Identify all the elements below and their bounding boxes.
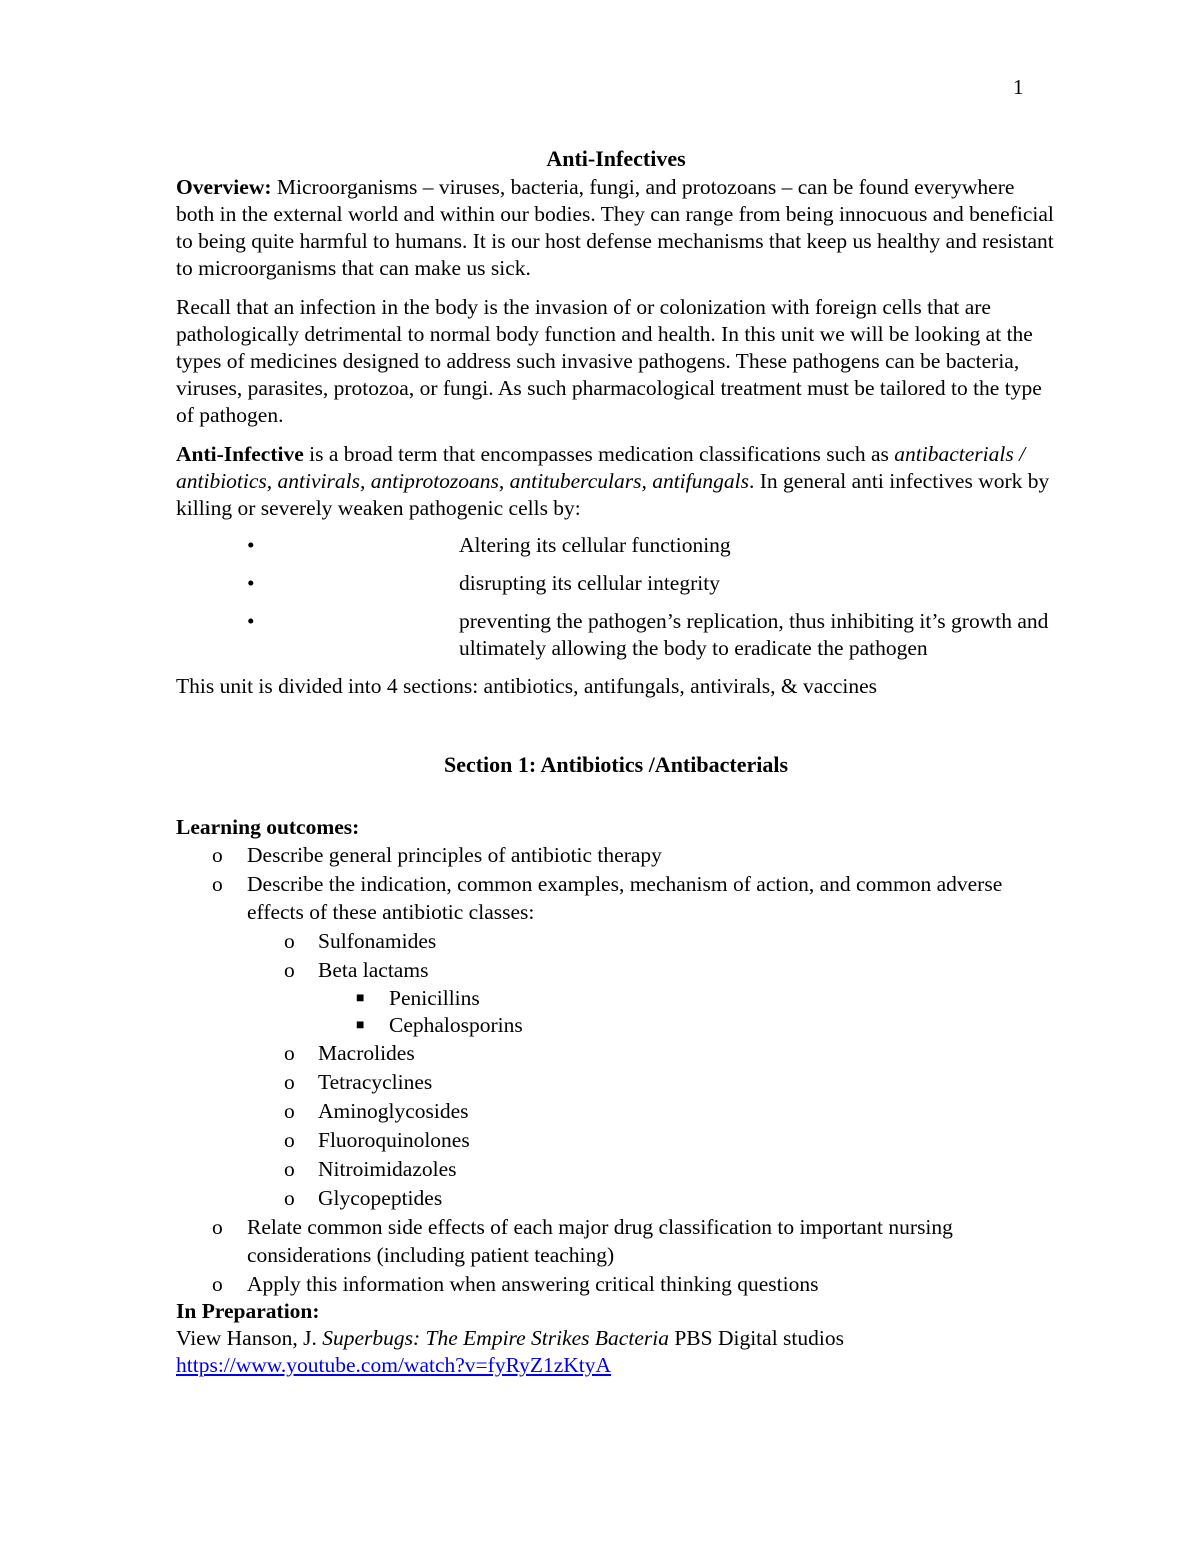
mechanism-list bbox=[176, 532, 1056, 662]
overview-label: Overview: bbox=[176, 175, 272, 199]
list-item-text: Describe the indication, common examples, mechanism of action, and common adverse effects of these antibiotic classes: bbox=[247, 871, 1003, 924]
anti-infective-text-end: . In general anti infectives work by killing or severely weaken pathogenic cells by: bbox=[176, 469, 1050, 520]
preparation-link-line bbox=[176, 1352, 1056, 1379]
list-item bbox=[247, 570, 1056, 597]
list-item-text: Describe general principles of antibiotic therapy bbox=[247, 843, 662, 867]
circle-bullet-icon: o bbox=[212, 1271, 223, 1296]
anti-infective-text: is a broad term that encompasses medication classifications such as bbox=[303, 442, 895, 466]
list-item bbox=[176, 1213, 1056, 1270]
circle-bullet-icon: o bbox=[284, 928, 295, 953]
list-item-text: disrupting its cellular integrity bbox=[459, 571, 720, 595]
learning-outcomes-heading: Learning outcomes: bbox=[176, 815, 360, 839]
list-item bbox=[176, 1270, 1056, 1299]
list-item-text: Fluoroquinolones bbox=[318, 1127, 470, 1152]
circle-bullet-icon: o bbox=[212, 871, 223, 896]
circle-bullet-icon: o bbox=[284, 1098, 295, 1123]
overview-text: Microorganisms – viruses, bacteria, fungi, and protozoans – can be found everywhere both in the external world and within our bodies. They can range from being innocuous and beneficial to being quite harmful to humans. It is our host defense mechanisms that keep us healthy and resistant to microorganisms that can make us sick. bbox=[176, 175, 1054, 280]
page-number: 1 bbox=[1013, 75, 1024, 99]
list-item bbox=[247, 1097, 1056, 1126]
list-item bbox=[247, 1068, 1056, 1097]
unit-sections-text: This unit is divided into 4 sections: antibiotics, antifungals, antivirals, & vaccines bbox=[176, 674, 878, 698]
circle-bullet-icon: o bbox=[212, 843, 223, 867]
list-item bbox=[247, 608, 1056, 662]
learning-outcomes-list bbox=[176, 841, 1056, 1298]
list-item-text: Apply this information when answering critical thinking questions bbox=[247, 1271, 819, 1296]
bullet-icon: • bbox=[247, 533, 255, 557]
list-item-text: Glycopeptides bbox=[318, 1185, 443, 1210]
list-item-text: Sulfonamides bbox=[318, 928, 437, 953]
list-item bbox=[247, 532, 1056, 559]
document-body bbox=[176, 144, 1056, 1379]
circle-bullet-icon: o bbox=[284, 1185, 295, 1210]
circle-bullet-icon: o bbox=[284, 1156, 295, 1181]
video-title: Superbugs: The Empire Strikes Bacteria bbox=[322, 1326, 669, 1350]
preparation-suffix: PBS Digital studios bbox=[668, 1326, 844, 1350]
preparation-prefix: View Hanson, J. bbox=[176, 1326, 323, 1350]
list-item-text: Cephalosporins bbox=[389, 1012, 523, 1037]
list-item-text: Altering its cellular functioning bbox=[459, 533, 731, 557]
list-item-text: Relate common side effects of each major drug classification to important nursing considerations (including patient teaching) bbox=[247, 1214, 953, 1267]
list-item bbox=[247, 1039, 1056, 1068]
list-item bbox=[318, 985, 1056, 1012]
list-item bbox=[247, 1184, 1056, 1213]
anti-infective-classes: antibacterials / antibiotics, antivirals, antiprotozoans, antituberculars, antifungals bbox=[176, 442, 1026, 493]
document-title: Anti-Infectives bbox=[546, 146, 686, 171]
list-item-text: Aminoglycosides bbox=[318, 1098, 469, 1123]
overview-paragraph bbox=[176, 174, 1056, 282]
circle-bullet-icon: o bbox=[212, 1214, 223, 1239]
circle-bullet-icon: o bbox=[284, 1069, 295, 1094]
circle-bullet-icon: o bbox=[284, 1127, 295, 1152]
list-item bbox=[247, 956, 1056, 1039]
list-item-text: Penicillins bbox=[389, 985, 480, 1010]
beta-lactam-list bbox=[318, 985, 1056, 1039]
list-item bbox=[247, 1126, 1056, 1155]
list-item-text: Macrolides bbox=[318, 1040, 415, 1065]
circle-bullet-icon: o bbox=[284, 957, 295, 982]
bullet-icon: • bbox=[247, 571, 255, 595]
circle-bullet-icon: o bbox=[284, 1040, 295, 1065]
anti-infective-term: Anti-Infective bbox=[176, 442, 304, 466]
list-item-text: Nitroimidazoles bbox=[318, 1156, 457, 1181]
preparation-section bbox=[176, 1298, 1056, 1379]
antibiotic-classes-list bbox=[247, 927, 1056, 1213]
recall-paragraph: Recall that an infection in the body is the invasion of or colonization with foreign cells that are pathologically detrimental to normal body function and health. In this unit we will be looking at the types of medicines designed to address such invasive pathogens. These pathogens can be bacteria, viruses, parasites, protozoa, or fungi. As such pharmacological treatment must be tailored to the type of pathogen. bbox=[176, 295, 1042, 427]
video-link[interactable]: https://www.youtube.com/watch?v=fyRyZ1zKtyA bbox=[176, 1353, 612, 1377]
list-item-text: Tetracyclines bbox=[318, 1069, 433, 1094]
list-item bbox=[176, 870, 1056, 1213]
list-item-text: Beta lactams bbox=[318, 957, 429, 982]
anti-infective-paragraph bbox=[176, 441, 1056, 522]
square-bullet-icon: ■ bbox=[356, 1017, 365, 1033]
square-bullet-icon: ■ bbox=[356, 990, 365, 1006]
preparation-heading: In Preparation: bbox=[176, 1299, 320, 1323]
list-item bbox=[247, 1155, 1056, 1184]
list-item bbox=[176, 841, 1056, 870]
list-item-text: preventing the pathogen’s replication, thus inhibiting it’s growth and ultimately allowing the body to eradicate the pathogen bbox=[459, 609, 1049, 660]
list-item bbox=[247, 927, 1056, 956]
list-item bbox=[318, 1012, 1056, 1039]
section-title: Section 1: Antibiotics /Antibacterials bbox=[443, 752, 789, 777]
preparation-text bbox=[176, 1325, 1056, 1352]
bullet-icon: • bbox=[247, 609, 255, 633]
